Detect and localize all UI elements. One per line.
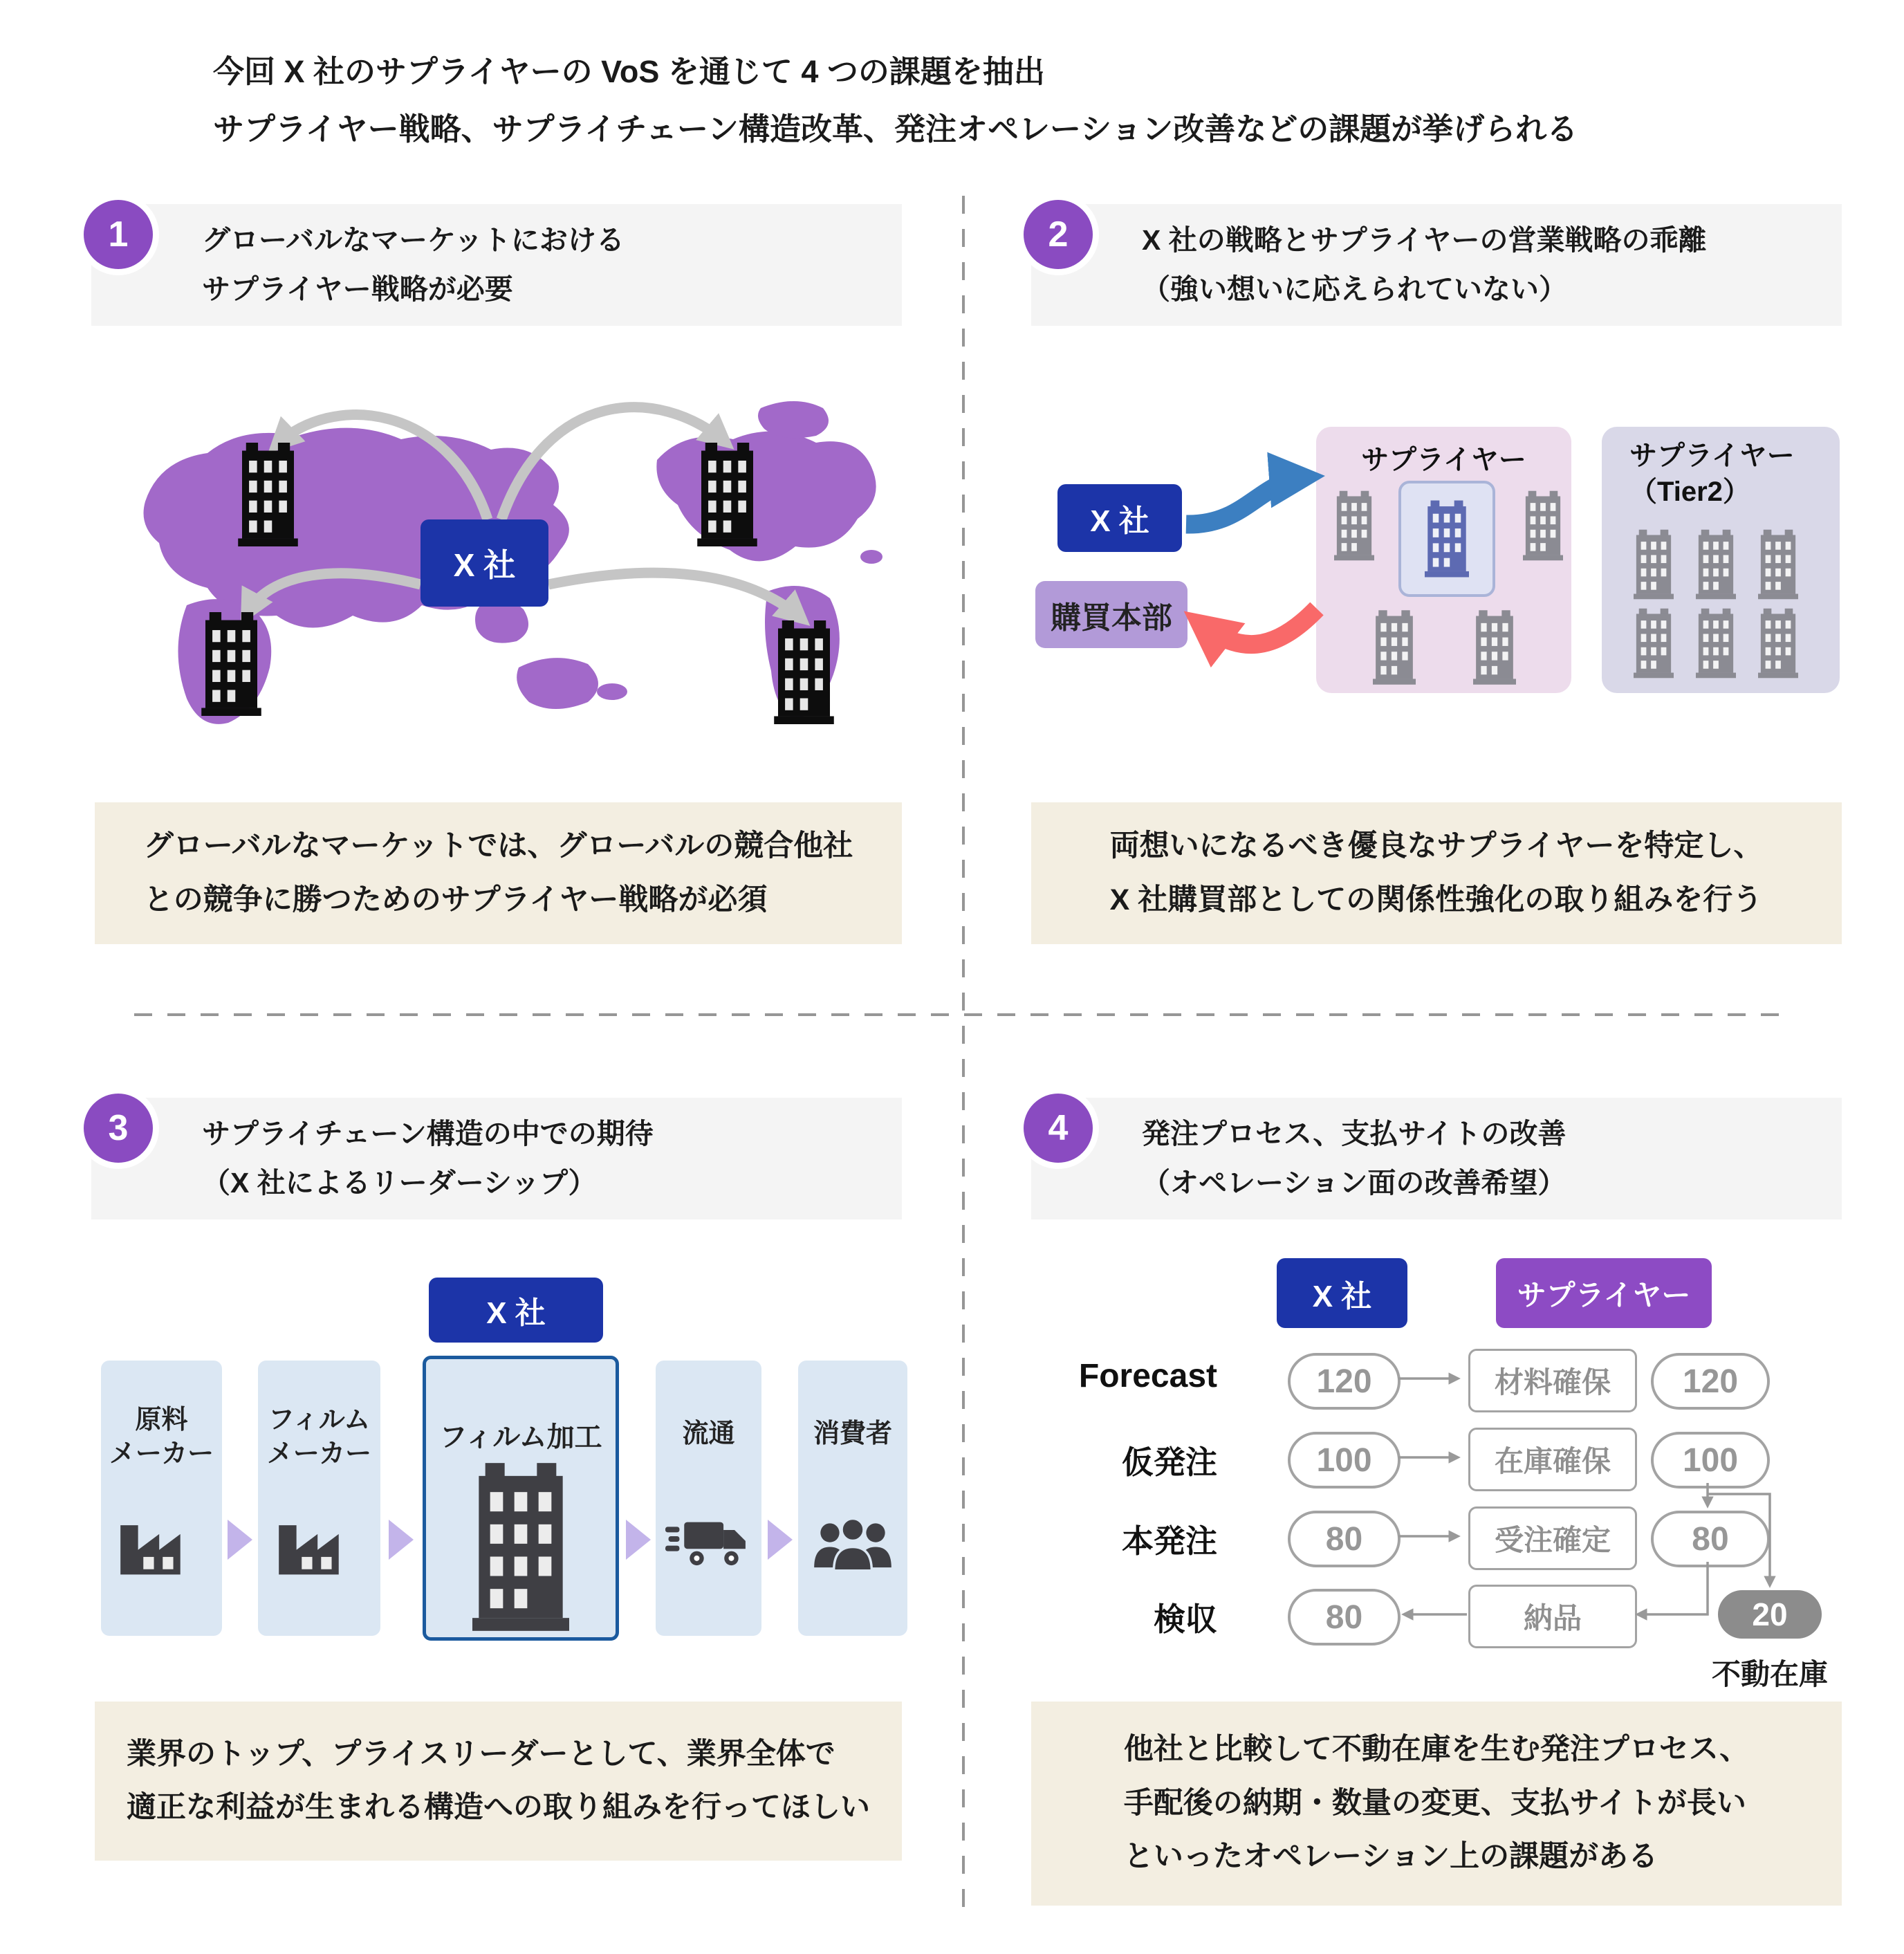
q2-header-bar	[1031, 204, 1842, 326]
horizontal-divider	[134, 1013, 1791, 1016]
q2-tier2-title-line2: （Tier2）	[1629, 477, 1750, 507]
chevron-right-icon	[387, 1518, 415, 1561]
page-title-line1: 今回 X 社のサプライヤーの VoS を通じて 4 つの課題を抽出	[213, 54, 1045, 89]
q4-flow-connectors	[1031, 1224, 1847, 1708]
q3-summary-line2: 適正な利益が生まれる構造への取り組みを行ってほしい	[127, 1791, 870, 1824]
q2-tier2-title-line1: サプライヤー	[1629, 441, 1795, 471]
chevron-right-icon	[226, 1518, 254, 1561]
chain-label-line: メーカー	[266, 1439, 372, 1468]
red-arrow	[1199, 609, 1317, 645]
chain-label-line: フィルム	[268, 1405, 371, 1435]
q4-action-order-confirmed: 受注確定	[1468, 1506, 1637, 1570]
factory-icon	[272, 1506, 369, 1576]
chain-label-line: メーカー	[109, 1439, 214, 1468]
page-title-line2: サプライヤー戦略、サプライチェーン構造改革、発注オペレーション改善などの課題が挙げられる	[213, 111, 1578, 147]
q4-row-label-forecast: Forecast	[1078, 1358, 1217, 1394]
q1-summary-box	[95, 802, 902, 944]
q4-summary-line3: といったオペレーション上の課題がある	[1123, 1840, 1658, 1874]
q4-company-box: X 社	[1277, 1258, 1407, 1328]
q4-number-badge: 4	[1017, 1087, 1099, 1169]
q3-header-bar	[91, 1098, 902, 1219]
q3-heading-line1: サプライチェーン構造の中での期待	[202, 1118, 654, 1150]
page-title	[213, 43, 1578, 158]
q2-summary-line2: X 社購買部としての関係性強化の取り組みを行う	[1109, 883, 1763, 916]
building-icon	[198, 612, 264, 716]
vertical-divider	[962, 196, 965, 1909]
people-icon	[809, 1515, 896, 1572]
q4-summary-line1: 他社と比較して不動在庫を生む発注プロセス、	[1123, 1733, 1750, 1767]
building-icon	[694, 443, 760, 546]
q2-company-box: X 社	[1057, 484, 1182, 552]
q4-row-label-provisional-order: 仮発注	[1122, 1444, 1217, 1480]
q1-heading-line1: グローバルなマーケットにおける	[202, 224, 625, 257]
q3-summary-line1: 業界のトップ、プライスリーダーとして、業界全体で	[127, 1737, 835, 1771]
q2-summary-line1: 両想いになるべき優良なサプライヤーを特定し、	[1109, 829, 1764, 863]
building-icon	[235, 443, 301, 546]
q4-action-secure-materials: 材料確保	[1468, 1349, 1637, 1412]
q4-supplier-pill-firm: 80	[1651, 1511, 1770, 1567]
q4-dead-stock-label: 不動在庫	[1711, 1658, 1828, 1690]
q4-supplier-pill-forecast: 120	[1651, 1353, 1770, 1410]
q1-summary-line1: グローバルなマーケットでは、グローバルの競合他社	[143, 829, 853, 863]
q4-supplier-pill-provisional: 100	[1651, 1432, 1770, 1488]
q4-x-pill-inspection: 80	[1288, 1589, 1401, 1646]
q1-heading-line2: サプライヤー戦略が必要	[202, 273, 513, 305]
q4-header-bar	[1031, 1098, 1842, 1219]
q1-world-map	[104, 377, 920, 744]
q4-summary-box	[1031, 1702, 1842, 1906]
q4-heading-line2: （オペレーション面の改善希望）	[1142, 1167, 1566, 1199]
q4-summary-line2: 手配後の納期・数量の変更、支払サイトが長い	[1123, 1786, 1746, 1820]
q1-number-badge: 1	[77, 194, 159, 275]
q3-chain-col-film-maker	[258, 1361, 380, 1636]
q1-company-box: X 社	[420, 519, 548, 607]
q4-x-pill-provisional: 100	[1288, 1432, 1401, 1488]
q3-chain-col-raw-material	[101, 1361, 222, 1636]
factory-icon	[113, 1506, 210, 1576]
q4-heading-line1: 発注プロセス、支払サイトの改善	[1142, 1118, 1566, 1150]
q2-summary-box	[1031, 802, 1842, 944]
q3-company-box: X 社	[429, 1278, 603, 1343]
q3-summary-box	[95, 1702, 902, 1861]
q2-supplier-panel-title: サプライヤー	[1361, 445, 1526, 475]
chain-label-line: 原料	[135, 1405, 188, 1435]
q4-x-pill-forecast: 120	[1288, 1353, 1401, 1410]
building-icon	[771, 620, 837, 724]
building-icon	[472, 1463, 569, 1631]
chevron-right-icon	[766, 1518, 794, 1561]
q4-row-label-firm-order: 本発注	[1122, 1523, 1217, 1559]
truck-icon	[665, 1514, 752, 1569]
q3-number-badge: 3	[77, 1087, 159, 1169]
q3-chain-col-film-processing: フィルム加工	[423, 1356, 619, 1641]
chevron-right-icon	[625, 1518, 652, 1561]
q1-summary-line2: との競争に勝つためのサプライヤー戦略が必須	[143, 883, 768, 916]
q4-action-secure-stock: 在庫確保	[1468, 1428, 1637, 1491]
q4-x-pill-firm: 80	[1288, 1511, 1401, 1567]
q3-chain-col-distribution: 流通	[656, 1361, 761, 1636]
q2-number-badge: 2	[1017, 194, 1099, 275]
q4-action-delivery: 納品	[1468, 1585, 1637, 1648]
q2-heading-line2: （強い想いに応えられていない）	[1142, 273, 1567, 305]
q2-relationship-arrows	[1031, 415, 1847, 726]
q3-chain-col-consumer: 消費者	[798, 1361, 907, 1636]
q2-heading-line1: X 社の戦略とサプライヤーの営業戦略の乖離	[1142, 224, 1707, 257]
q4-row-label-inspection: 検収	[1154, 1601, 1217, 1637]
q1-header-bar	[91, 204, 902, 326]
q4-supplier-box: サプライヤー	[1496, 1258, 1712, 1328]
q2-purchasing-box: 購買本部	[1035, 581, 1187, 648]
q3-heading-line2: （X 社によるリーダーシップ）	[202, 1167, 597, 1199]
q4-dead-stock-pill: 20	[1718, 1590, 1822, 1639]
blue-arrow	[1186, 477, 1306, 524]
